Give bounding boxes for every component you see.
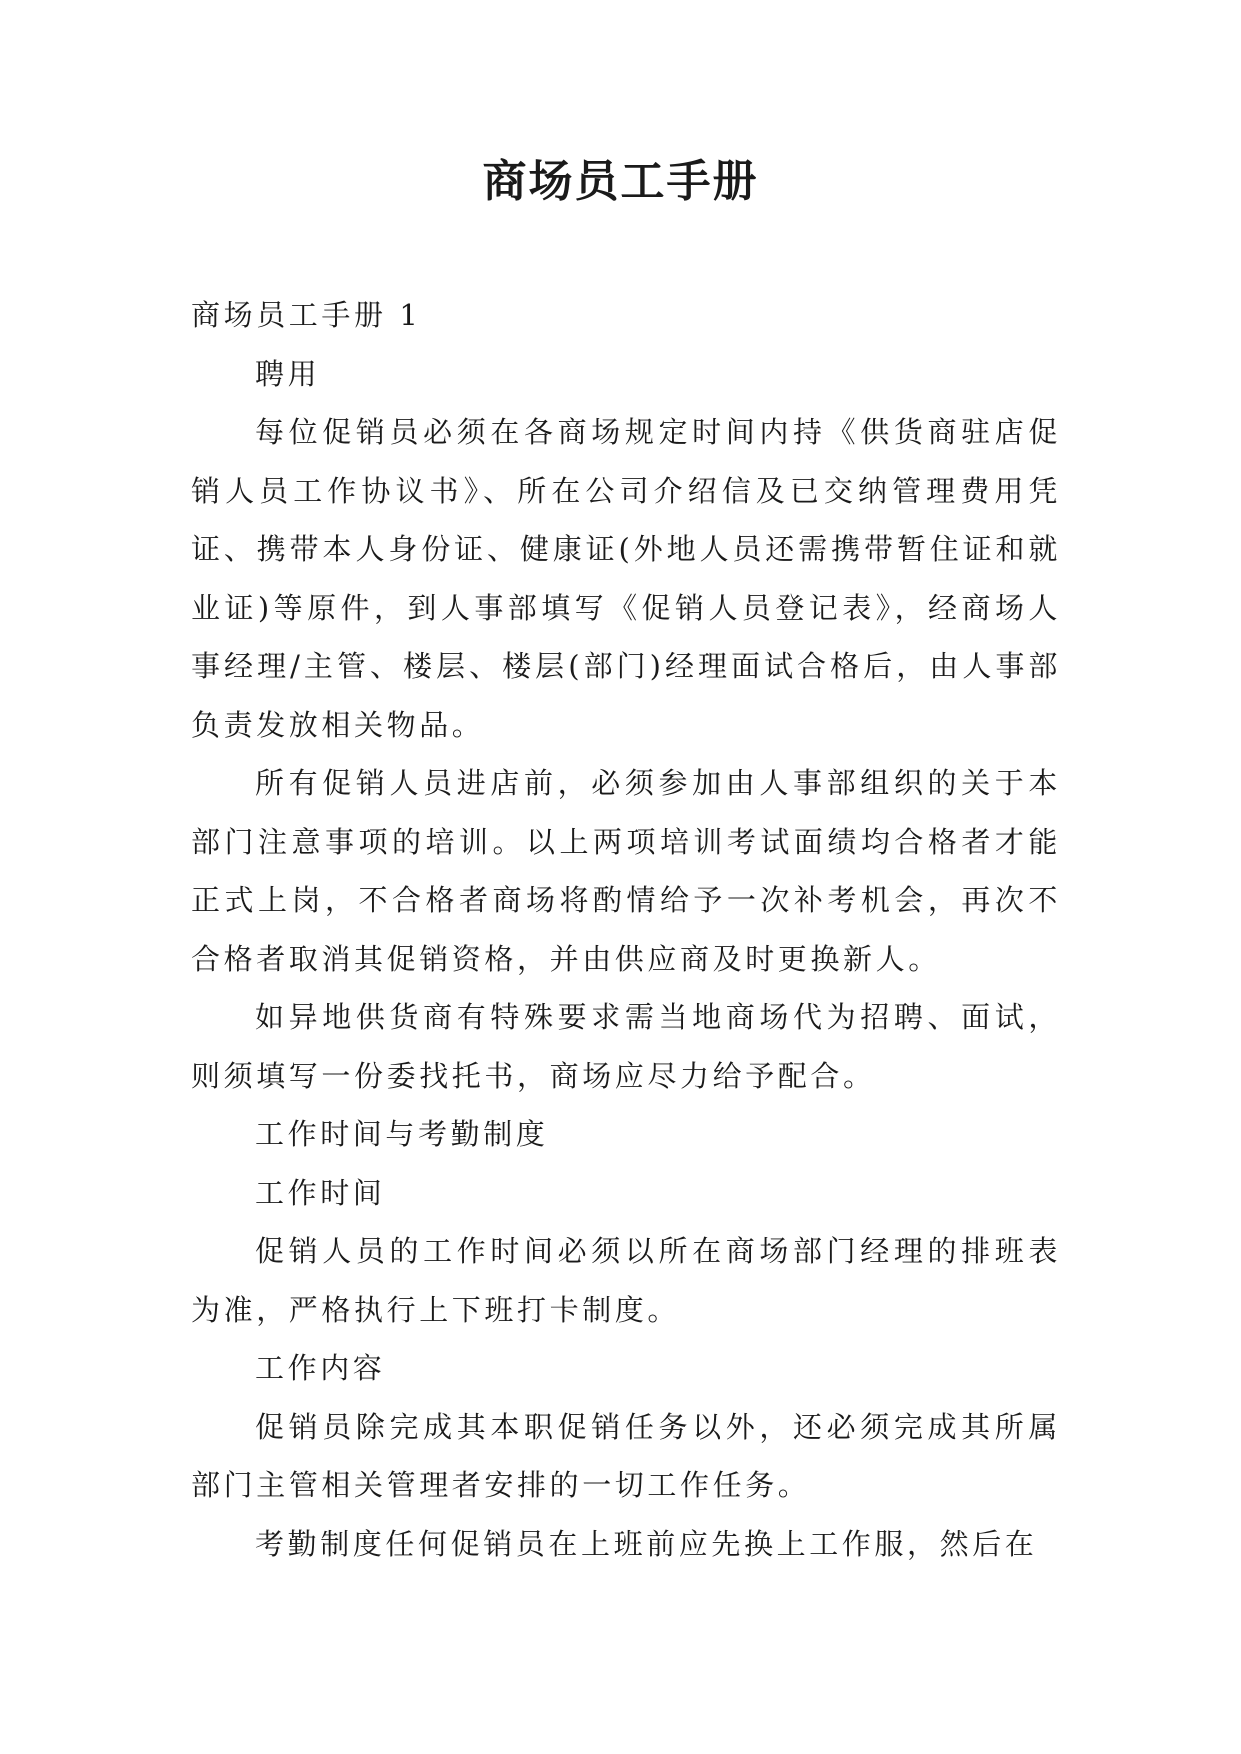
paragraph-hiring-requirements: 每位促销员必须在各商场规定时间内持《供货商驻店促销人员工作协议书》、所在公司介绍信及已交纳管理费用凭证、携带本人身份证、健康证(外地人员还需携带暂住证和就业证)等原件，到人事部填写《促销人员登记表》，经商场人事经理/主管、楼层、楼层(部门)经理面试合格后，由人事部负责发放相关物品。 xyxy=(191,415,1061,742)
document-title: 商场员工手册 xyxy=(482,156,759,207)
subheading-hiring: 聘用 xyxy=(255,356,321,391)
paragraph-work-hours: 促销人员的工作时间必须以所在商场部门经理的排班表为准，严格执行上下班打卡制度。 xyxy=(191,1234,1061,1327)
subheading-work-content: 工作内容 xyxy=(255,1351,386,1385)
subheading-work-hours-attendance: 工作时间与考勤制度 xyxy=(255,1117,549,1151)
paragraph-training: 所有促销人员进店前，必须参加由人事部组织的关于本部门注意事项的培训。以上两项培训考试面绩均合格者才能正式上岗，不合格者商场将酌情给予一次补考机会，再次不合格者取消其促销资格，并由供应商及时更换新人。 xyxy=(191,766,1061,976)
section-title: 商场员工手册 1 xyxy=(191,298,422,332)
document-body xyxy=(191,286,1061,1573)
paragraph-remote-supplier: 如异地供货商有特殊要求需当地商场代为招聘、面试，则须填写一份委找托书，商场应尽力给予配合。 xyxy=(191,1000,1061,1093)
paragraph-work-content: 促销员除完成其本职促销任务以外，还必须完成其所属部门主管相关管理者安排的一切工作任务。 xyxy=(191,1409,1061,1502)
subheading-work-hours: 工作时间 xyxy=(255,1175,386,1210)
paragraph-attendance: 考勤制度任何促销员在上班前应先换上工作服，然后在 xyxy=(255,1526,1038,1561)
